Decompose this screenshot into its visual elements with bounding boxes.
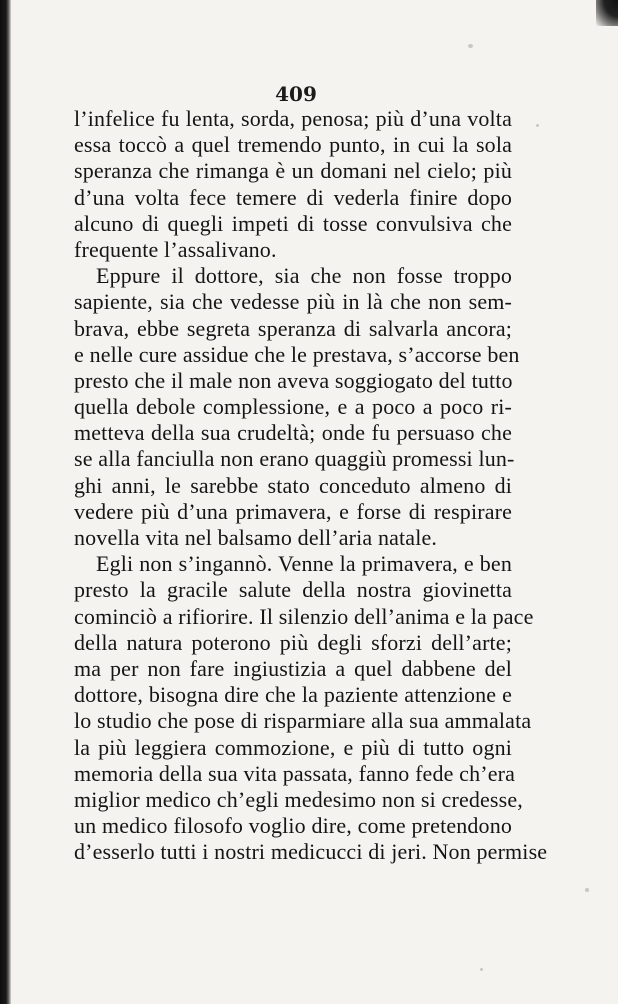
text-line: l’infelice fu lenta, sorda, penosa; più d’una volta <box>74 106 512 131</box>
text-line: memoria della sua vita passata, fanno fede ch’era <box>74 760 516 786</box>
text-line: d’esserlo tutti i nostri medicucci di jeri. Non permise <box>74 839 548 865</box>
text-line: se alla fanciulla non erano quaggiù promessi lun- <box>74 446 515 472</box>
text-line: ma per non fare ingiustizia a quel dabbene del <box>74 655 512 681</box>
text-line: dottore, bisogna dire che la paziente attenzione e <box>74 682 512 708</box>
paragraph <box>74 551 548 865</box>
paper-speck <box>480 968 483 971</box>
text-line: d’una volta fece temere di vederla finire dopo <box>74 184 512 210</box>
text-line: un medico filosofo voglio dire, come pretendono <box>74 813 512 839</box>
text-line: e nelle cure assidue che le prestava, s’accorse ben <box>74 341 520 367</box>
text-line: presto la gracile salute della nostra giovinetta <box>74 577 512 603</box>
text-line: Eppure il dottore, sia che non fosse troppo <box>96 263 512 289</box>
text-line: Egli non s’ingannò. Venne la primavera, e ben <box>96 551 512 577</box>
text-line: novella vita nel balsamo dell’aria natale. <box>74 525 438 550</box>
book-binding-edge <box>0 0 11 1004</box>
body-text <box>74 106 548 865</box>
text-line: frequente l’assalivano. <box>74 236 277 262</box>
text-line: la più leggiera commozione, e più di tutto ogni <box>74 734 512 760</box>
text-line: miglior medico ch’egli medesimo non si credesse, <box>74 786 523 812</box>
text-line: della natura poterono più degli sforzi dell’arte; <box>74 629 512 655</box>
text-line: metteva della sua crudeltà; onde fu persuaso che <box>74 420 512 446</box>
paper-speck <box>468 44 473 48</box>
text-line: alcuno di quegli impeti di tosse convulsiva che <box>74 210 512 236</box>
text-line: cominciò a rifiorire. Il silenzio dell’anima e la pace <box>74 603 534 629</box>
text-line: speranza che rimanga è un domani nel cielo; più <box>74 158 512 184</box>
text-line: vedere più d’una primavera, e forse di respirare <box>74 498 512 524</box>
page-number: 409 <box>275 82 317 106</box>
paper-speck <box>585 888 589 892</box>
paper-speck <box>536 124 539 127</box>
text-line: lo studio che pose di risparmiare alla sua ammalata <box>74 708 532 734</box>
text-line: ghi anni, le sarebbe stato conceduto almeno di <box>74 472 512 498</box>
page-corner-shadow <box>596 0 618 26</box>
paragraph <box>74 263 520 551</box>
paragraph <box>74 106 512 263</box>
text-line: essa toccò a quel tremendo punto, in cui la sola <box>74 132 512 158</box>
text-line: quella debole complessione, e a poco a poco ri- <box>74 394 512 420</box>
text-line: sapiente, sia che vedesse più in là che non sem- <box>74 289 512 315</box>
text-line: brava, ebbe segreta speranza di salvarla ancora; <box>74 315 512 341</box>
text-line: presto che il male non aveva soggiogato del tutto <box>74 367 513 393</box>
